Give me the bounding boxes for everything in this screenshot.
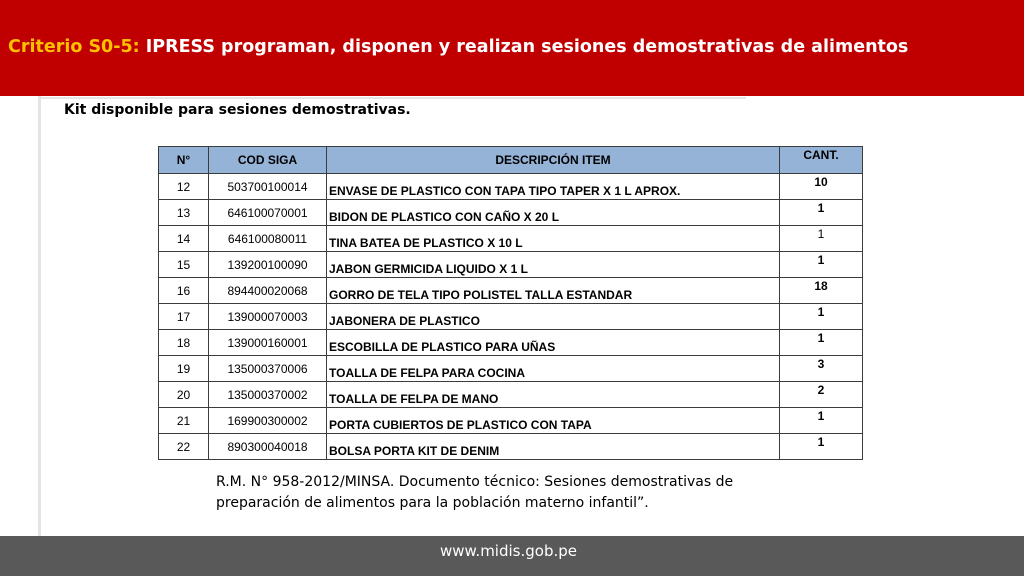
table-row: [159, 278, 863, 304]
row-quantity: 1: [780, 200, 863, 226]
row-description: ENVASE DE PLASTICO CON TAPA TIPO TAPER X 1 L APROX.: [327, 174, 780, 200]
row-code: 139200100090: [209, 252, 327, 278]
row-description: BOLSA PORTA KIT DE DENIM: [327, 434, 780, 460]
row-code: 503700100014: [209, 174, 327, 200]
column-header-quantity: CANT.: [780, 147, 863, 174]
table-row: [159, 408, 863, 434]
row-quantity: 1: [780, 330, 863, 356]
row-quantity: 1: [780, 408, 863, 434]
row-description: JABONERA DE PLASTICO: [327, 304, 780, 330]
row-quantity: 2: [780, 382, 863, 408]
row-code: 139000070003: [209, 304, 327, 330]
table-row: [159, 434, 863, 460]
row-code: 646100070001: [209, 200, 327, 226]
row-description: PORTA CUBIERTOS DE PLASTICO CON TAPA: [327, 408, 780, 434]
column-header-code: COD SIGA: [209, 147, 327, 174]
title-text: IPRESS programan, disponen y realizan sesiones demostrativas de alimentos: [139, 37, 909, 57]
column-header-description: DESCRIPCIÓN ITEM: [327, 147, 780, 174]
row-number: 12: [159, 174, 209, 200]
row-number: 20: [159, 382, 209, 408]
row-code: 894400020068: [209, 278, 327, 304]
criterion-label: Criterio S0-5:: [8, 37, 140, 57]
row-number: 18: [159, 330, 209, 356]
row-code: 139000160001: [209, 330, 327, 356]
row-code: 646100080011: [209, 226, 327, 252]
footer-website-link[interactable]: www.midis.gob.pe: [440, 542, 577, 560]
table-row: [159, 226, 863, 252]
row-code: 890300040018: [209, 434, 327, 460]
row-description: BIDON DE PLASTICO CON CAÑO X 20 L: [327, 200, 780, 226]
row-description: TOALLA DE FELPA DE MANO: [327, 382, 780, 408]
column-header-number: N°: [159, 147, 209, 174]
section-subtitle: Kit disponible para sesiones demostrativas.: [64, 102, 411, 118]
table-row: [159, 174, 863, 200]
row-code: 169900300002: [209, 408, 327, 434]
row-number: 22: [159, 434, 209, 460]
table-row: [159, 304, 863, 330]
reference-note: R.M. N° 958-2012/MINSA. Documento técnico: Sesiones demostrativas de preparación de alimentos para la población materno infantil”.: [216, 474, 734, 511]
row-quantity: 1: [780, 304, 863, 330]
row-quantity: 18: [780, 278, 863, 304]
row-number: 17: [159, 304, 209, 330]
row-number: 13: [159, 200, 209, 226]
table-row: [159, 200, 863, 226]
table-row: [159, 356, 863, 382]
row-quantity: 10: [780, 174, 863, 200]
row-description: TOALLA DE FELPA PARA COCINA: [327, 356, 780, 382]
row-description: JABON GERMICIDA LIQUIDO X 1 L: [327, 252, 780, 278]
row-quantity: 1: [780, 434, 863, 460]
row-number: 19: [159, 356, 209, 382]
row-number: 21: [159, 408, 209, 434]
row-number: 15: [159, 252, 209, 278]
row-code: 135000370002: [209, 382, 327, 408]
row-description: TINA BATEA DE PLASTICO X 10 L: [327, 226, 780, 252]
row-description: ESCOBILLA DE PLASTICO PARA UÑAS: [327, 330, 780, 356]
left-divider: [38, 96, 41, 536]
slide-title: [8, 37, 1018, 57]
row-quantity: 1: [780, 252, 863, 278]
row-quantity: 1: [780, 226, 863, 252]
row-description: GORRO DE TELA TIPO POLISTEL TALLA ESTANDAR: [327, 278, 780, 304]
row-code: 135000370006: [209, 356, 327, 382]
table-header-row: [159, 147, 863, 174]
table-row: [159, 330, 863, 356]
table-row: [159, 382, 863, 408]
table-row: [159, 252, 863, 278]
row-quantity: 3: [780, 356, 863, 382]
top-divider: [41, 97, 746, 99]
row-number: 16: [159, 278, 209, 304]
kit-table: [158, 146, 863, 460]
row-number: 14: [159, 226, 209, 252]
table-body: [159, 174, 863, 460]
